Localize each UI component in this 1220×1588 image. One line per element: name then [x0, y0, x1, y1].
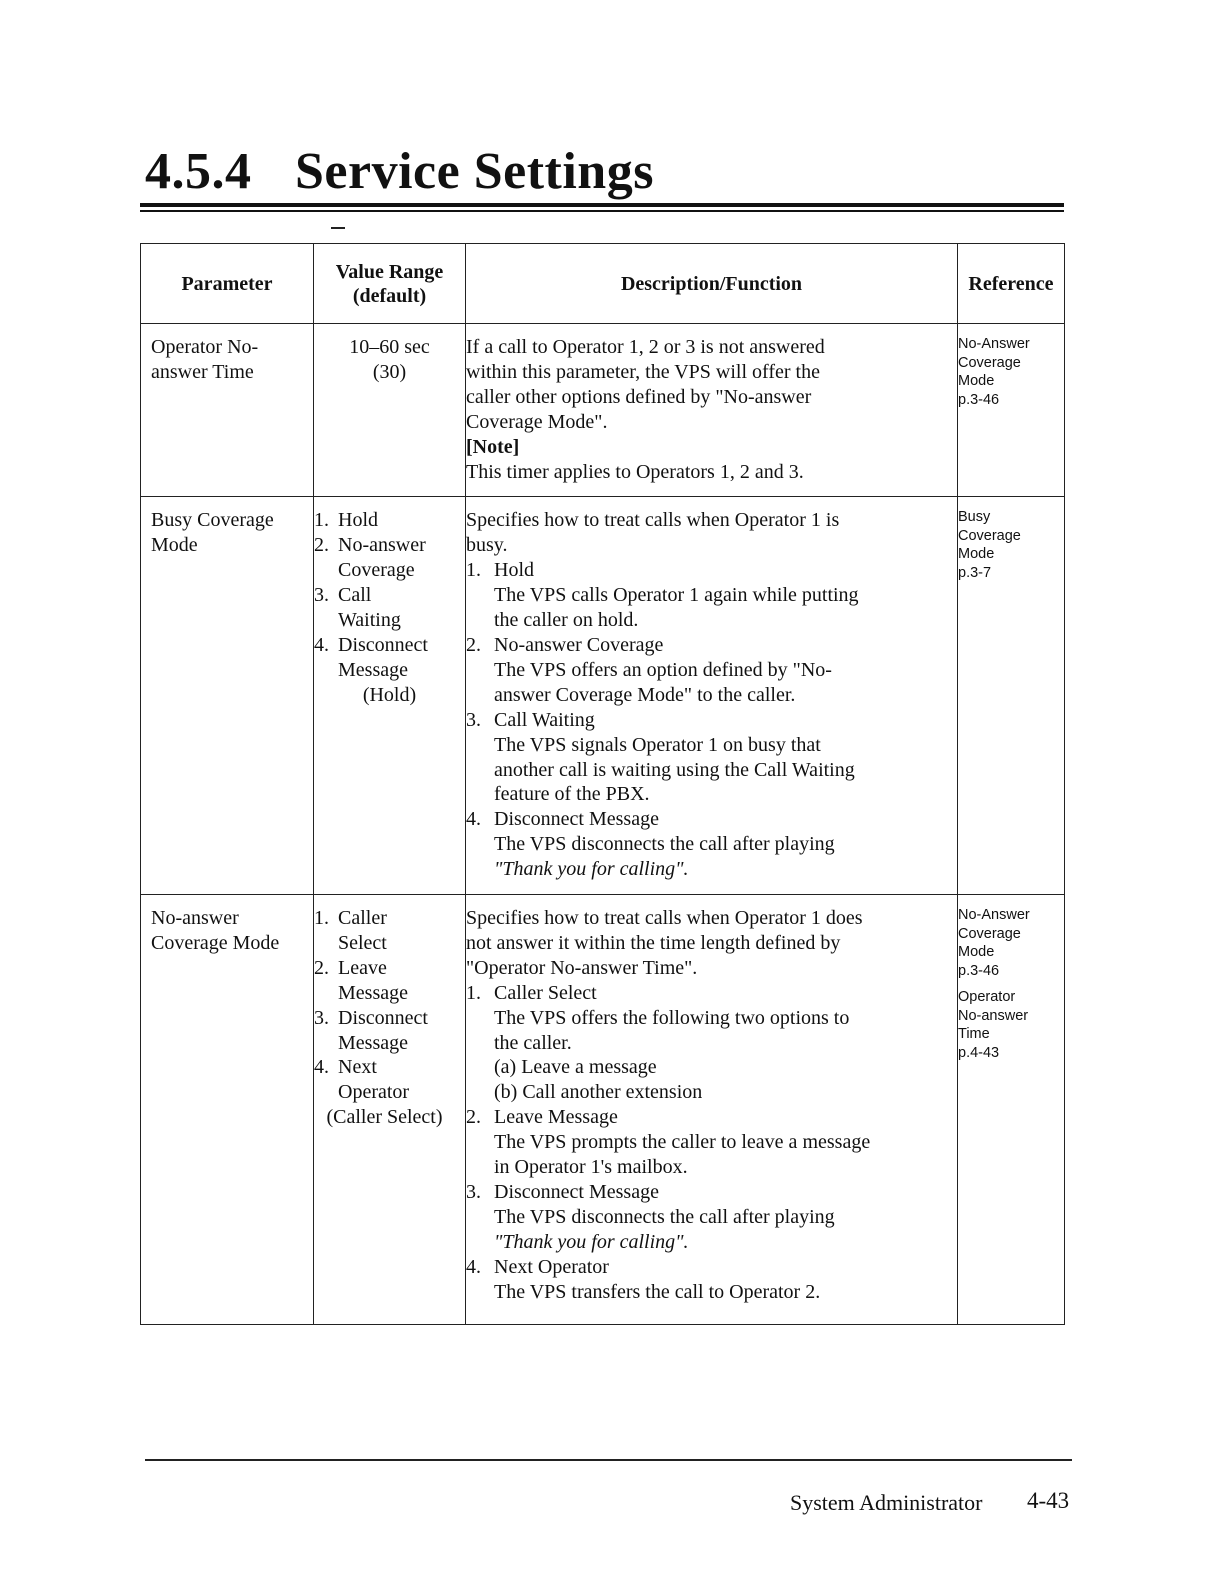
header-reference: Reference	[958, 244, 1065, 324]
row-value-range	[314, 895, 466, 1325]
header-value-range-line2: (default)	[352, 284, 427, 307]
range-item: 1. Caller Select	[314, 907, 387, 954]
range-item: 2. Leave Message	[314, 956, 408, 1004]
header-value-range	[314, 244, 466, 324]
footer-rule	[145, 1459, 1072, 1461]
description-item: 2. Leave Message The VPS prompts the caller to leave a message in Operator 1's mailbox.	[466, 1106, 871, 1179]
table-row	[141, 497, 1065, 895]
description-item: 3. Call Waiting The VPS signals Operator 1 on busy that another call is waiting using the Call Waiting feature of the PBX.	[466, 708, 855, 806]
range-item: 2. No-answer Coverage	[314, 534, 426, 582]
table-header-row	[141, 244, 1065, 324]
row-description: Specifies how to treat calls when Operator 1 does not answer it within the time length defined by "Operator No-answer Time". 1. Caller Select The VPS offers the following two options to the caller. (a) Leave a message (b) Call another extension 2. Leave Message The VPS prompts the caller to leave a message in Operator 1's mailbox. 3. Disconnect Message The VPS disconnects the call after playing "Thank you for calling". 4. Next Operator The VPS transfers the call to Operator 2.	[466, 895, 958, 1325]
description-item: 1. Caller Select The VPS offers the following two options to the caller. (a) Leave a message (b) Call another extension	[466, 981, 850, 1104]
title-rule-thin	[140, 210, 1064, 212]
description-item: 2. No-answer Coverage The VPS offers an option defined by "No- answer Coverage Mode" to the caller.	[466, 633, 832, 706]
reference-block: No-Answer Coverage Mode p.3-46	[958, 907, 1030, 979]
page-title	[145, 140, 654, 204]
row-reference	[958, 895, 1065, 1325]
row-value-range	[314, 497, 466, 895]
row-description: Specifies how to treat calls when Operator 1 is busy. 1. Hold The VPS calls Operator 1 again while putting the caller on hold. 2. No-answer Coverage The VPS offers an option defined by "No- answer Coverage Mode" to the caller. 3. Call Waiting The VPS signals Operator 1 on busy that another call is waiting using the Call Waiting feature of the PBX. 4. Disconnect Message The VPS disconnects the call after playing "Thank you for calling".	[466, 497, 958, 895]
row-parameter: Operator No- answer Time	[141, 324, 314, 497]
range-item: 1. Hold	[314, 509, 378, 532]
header-value-range-line1: Value Range	[335, 260, 444, 283]
title-rule-thick	[140, 203, 1064, 207]
range-default: (Caller Select)	[326, 1106, 443, 1129]
note-label: [Note]	[466, 435, 520, 458]
range-default: (Hold)	[362, 683, 417, 706]
footer-label: System Administrator	[790, 1490, 983, 1515]
range-item: 4. Disconnect Message	[314, 633, 428, 681]
reference-block: Operator No-answer Time p.4-43	[958, 989, 1029, 1061]
range-item: 3. Call Waiting	[314, 584, 401, 632]
stray-mark	[331, 227, 345, 229]
row-parameter: No-answer Coverage Mode	[141, 895, 314, 1325]
row-value-range: 10–60 sec (30)	[314, 324, 466, 497]
section-number: 4.5.4	[145, 143, 252, 200]
table-row	[141, 324, 1065, 497]
service-settings-table	[140, 243, 1065, 1325]
row-reference: No-Answer Coverage Mode p.3-46	[958, 324, 1065, 497]
table-row	[141, 895, 1065, 1325]
header-description: Description/Function	[466, 244, 958, 324]
row-reference: Busy Coverage Mode p.3-7	[958, 497, 1065, 895]
range-item: 4. Next Operator	[314, 1056, 410, 1104]
header-parameter: Parameter	[141, 244, 314, 324]
description-item: 3. Disconnect Message The VPS disconnects the call after playing "Thank you for calling".	[466, 1181, 835, 1253]
section-title: Service Settings	[295, 143, 654, 200]
row-description: If a call to Operator 1, 2 or 3 is not answered within this parameter, the VPS will offer the caller other options defined by "No-answer Coverage Mode". [Note] This timer applies to Operators 1, 2 and 3.	[466, 324, 958, 497]
description-item: 1. Hold The VPS calls Operator 1 again while putting the caller on hold.	[466, 559, 859, 632]
description-item: 4. Next Operator The VPS transfers the call to Operator 2.	[466, 1255, 821, 1303]
description-item: 4. Disconnect Message The VPS disconnects the call after playing "Thank you for calling".	[466, 808, 835, 881]
page-number: 4-43	[1027, 1488, 1070, 1513]
row-parameter: Busy Coverage Mode	[141, 497, 314, 895]
range-item: 3. Disconnect Message	[314, 1006, 428, 1054]
